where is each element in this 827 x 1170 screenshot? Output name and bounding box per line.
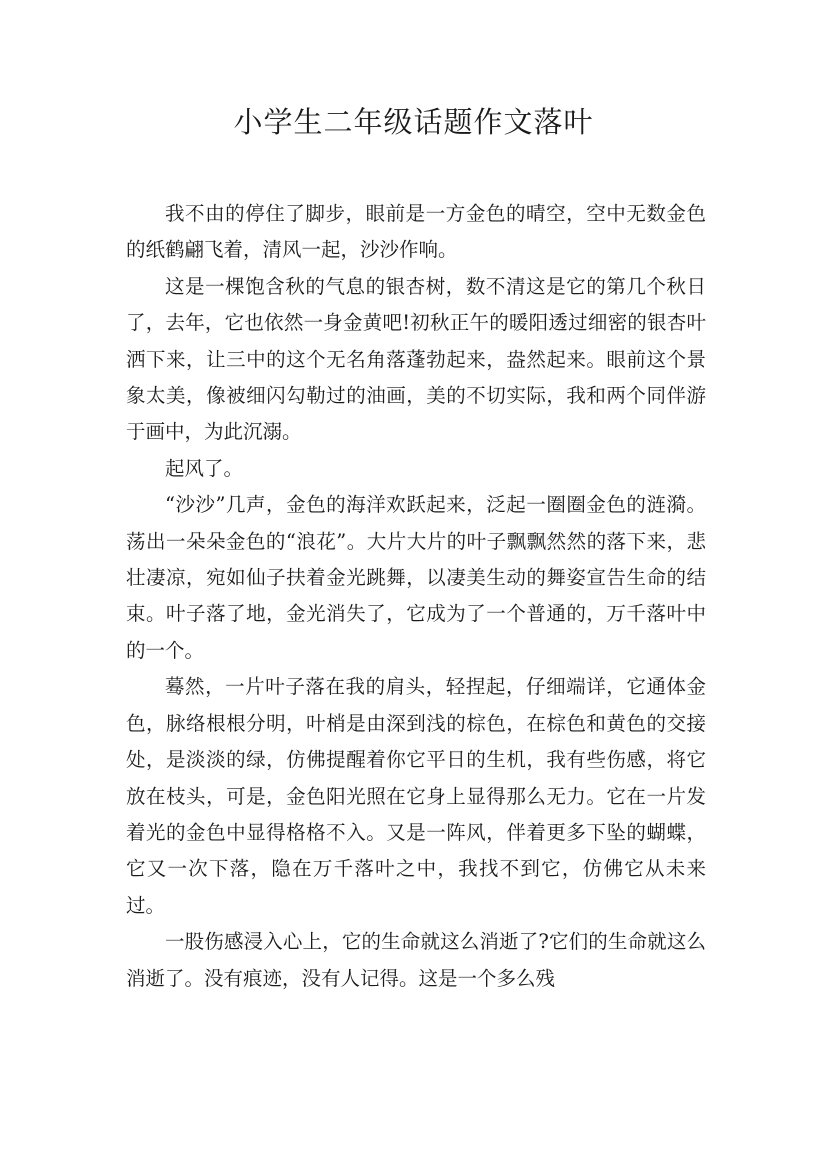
document-body — [126, 196, 706, 997]
paragraph-1: 我不由的停住了脚步，眼前是一方金色的晴空，空中无数金色的纸鹤翩飞着，清风一起，沙沙作响。 — [126, 202, 706, 262]
paragraph-5: 蓦然，一片叶子落在我的肩头，轻捏起，仔细端详，它通体金色，脉络根根分明，叶梢是由深到浅的棕色，在棕色和黄色的交接处，是淡淡的绿，仿佛提醒着你它平日的生机，我有些伤感，将它放在枝头，可是，金色阳光照在它身上显得那么无力。它在一片发着光的金色中显得格格不入。又是一阵风，伴着更多下坠的蝴蝶，它又一次下落，隐在万千落叶之中，我找不到它，仿佛它从未来过。 — [126, 675, 706, 917]
paragraph-2: 这是一棵饱含秋的气息的银杏树，数不清这是它的第几个秋日了，去年，它也依然一身金黄吧!初秋正午的暖阳透过细密的银杏叶洒下来，让三中的这个无名角落蓬勃起来，盎然起来。眼前这个景象太美，像被细闪勾勒过的油画，美的不切实际，我和两个同伴游于画中，为此沉溺。 — [126, 274, 706, 444]
paragraph-4: “沙沙”几声，金色的海洋欢跃起来，泛起一圈圈金色的涟漪。荡出一朵朵金色的“浪花”。大片大片的叶子飘飘然然的落下来，悲壮凄凉，宛如仙子扶着金光跳舞，以凄美生动的舞姿宣告生命的结束。叶子落了地，金光消失了，它成为了一个普通的，万千落叶中的一个。 — [126, 493, 706, 662]
paragraph-3: 起风了。 — [165, 456, 244, 480]
paragraph-6: 一股伤感浸入心上，它的生命就这么消逝了?它们的生命就这么消逝了。没有痕迹，没有人记得。这是一个多么残 — [126, 930, 706, 990]
document-title: 小学生二年级话题作文落叶 — [233, 105, 594, 139]
